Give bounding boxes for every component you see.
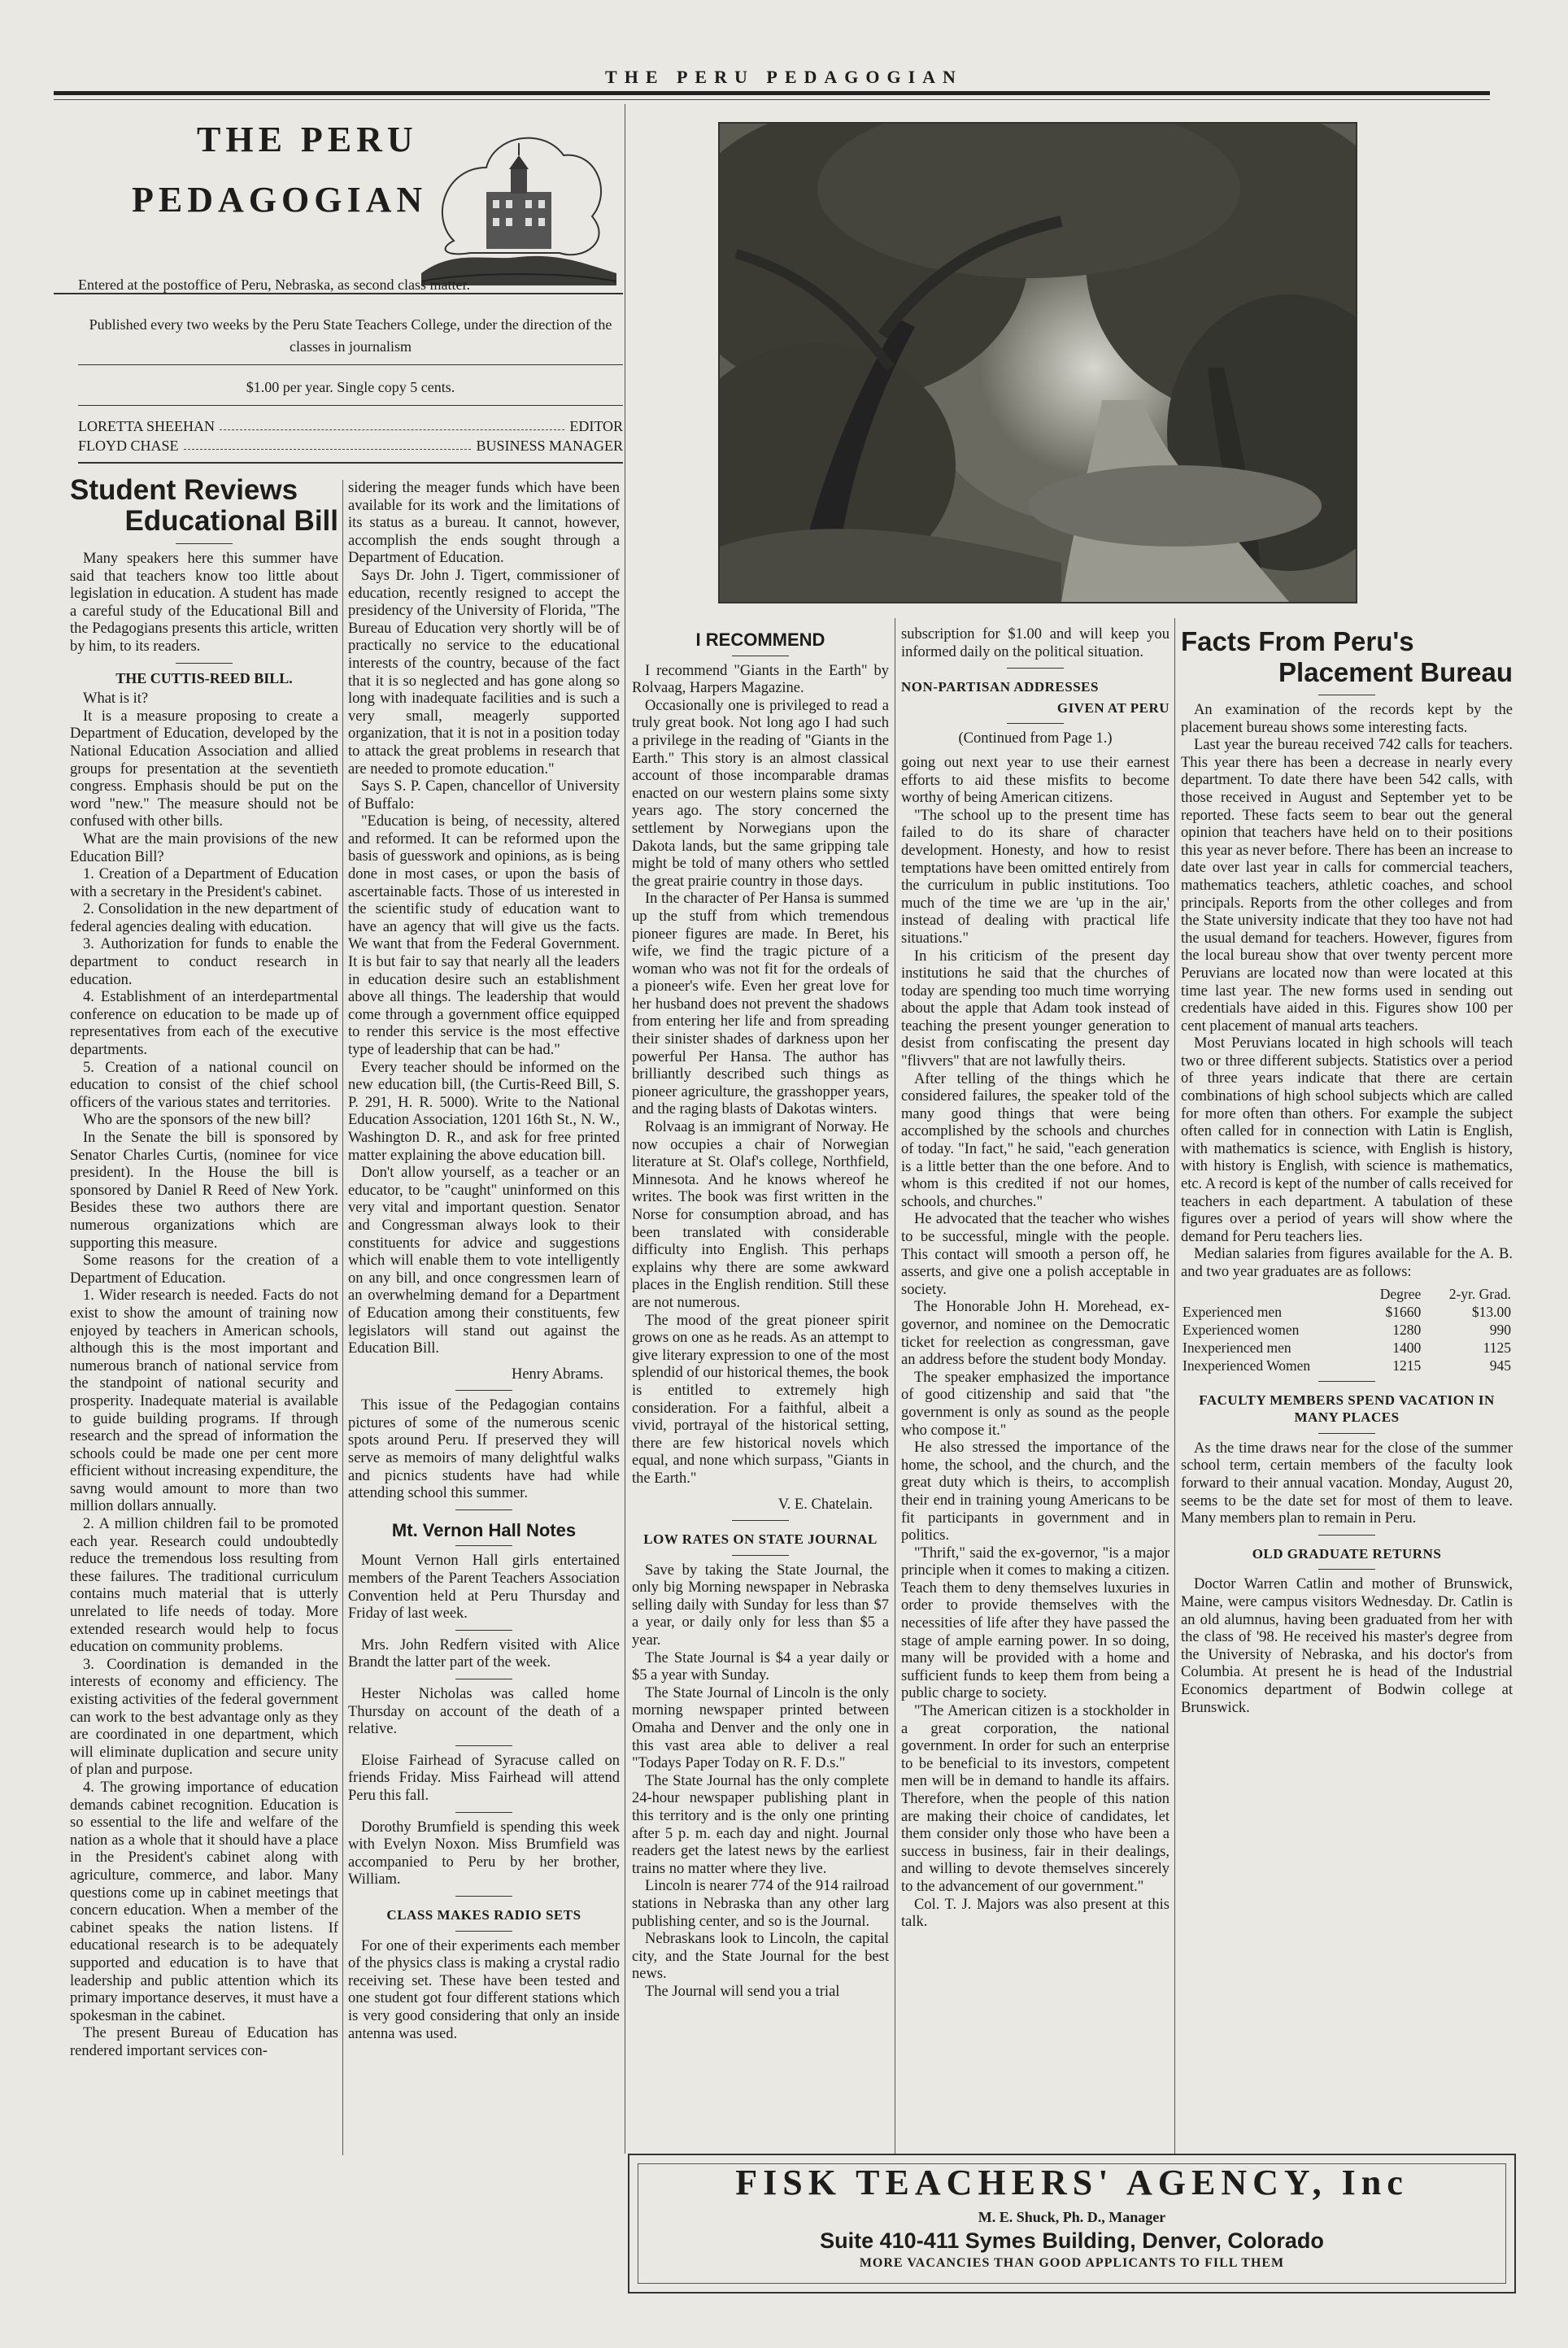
article-paragraph: Occasionally one is privileged to read a truly great book. Not long ago I had such a privilege in the reading of "Giants in the Earth." This story is an almost classical account of those incomparable dramas enacted on our western plains some sixty years ago. The story concerned the settlement by Norwegians upon the Dakota lands, but the same gripping tale might be told of many others who settled the great prairie country in those days.	[632, 697, 889, 890]
ad-title: FISK TEACHERS' AGENCY, Inc	[735, 2163, 1409, 2202]
article-paragraph: Every teacher should be informed on the new education bill, (the Curtis-Reed Bill, S. P. 291, H. R. 5000). Write to the National Education Association, 1201 16th St., N. W., Washington D. R., and ask for free printed matter explaining the above education bill.	[348, 1059, 620, 1164]
table-cell	[1181, 1285, 1361, 1303]
article-paragraph: In the Senate the bill is sponsored by Senator Charles Curtis, (nominee for vice president). In the House the bill is sponsored by Daniel R Reed of New York. Besides these two authors there are numerous organizations which are supporting this measure.	[70, 1130, 338, 1252]
subhead-old-graduate: OLD GRADUATE RETURNS	[1252, 1545, 1442, 1562]
table-cell: 1125	[1483, 1339, 1511, 1356]
table-header-grad: 2-yr. Grad.	[1448, 1285, 1511, 1302]
divider	[1318, 1569, 1375, 1570]
article-paragraph: For one of their experiments each member of the physics class is making a crystal radio receiving set. These have been tested and one student got four different stations which is very good considering that only an inside antenna was used.	[348, 1937, 620, 2042]
table-row	[1181, 1321, 1513, 1339]
signature: Henry Abrams.	[511, 1366, 603, 1383]
divider	[1318, 1535, 1375, 1536]
masthead-title-line2: PEDAGOGIAN	[132, 180, 428, 220]
divider	[455, 1931, 512, 1932]
article-paragraph: As the time draws near for the close of the summer school term, certain members of the faculty look forward to their annual vacation. Monday, August 20, seems to be the date set for most of them to leave. Many members plan to remain in Peru.	[1181, 1440, 1513, 1527]
ad-manager: M. E. Shuck, Ph. D., Manager	[978, 2209, 1166, 2225]
article-paragraph: 2. A million children fail to be promoted each year. Research could undoubtedly reduce the tremendous loss resulting from these failures. The traditional curriculum contains much material that is utterly unrelated to life needs of today. More extended research would help to focus education on community problems.	[70, 1516, 338, 1656]
tree-lined-road-image	[720, 124, 1356, 602]
divider	[732, 1520, 789, 1521]
article-paragraph: He also stressed the importance of the home, the school, and the church, and the great duty which is theirs, to accomplish their end in training young Americans to be fit participants in government and in politics.	[901, 1440, 1169, 1544]
table-cell: $13.00	[1471, 1303, 1511, 1320]
masthead-rule	[78, 462, 623, 464]
article-paragraph: I recommend "Giants in the Earth" by Rolvaag, Harpers Magazine.	[632, 662, 889, 697]
column-1	[70, 475, 338, 2060]
article-paragraph: Who are the sponsors of the new bill?	[83, 1112, 311, 1129]
divider	[455, 1509, 512, 1510]
divider	[1007, 668, 1064, 669]
headline-facts-from-peru: Facts From Peru's	[1181, 626, 1414, 656]
article-paragraph: Last year the bureau received 742 calls for teachers. This year there has been a decrease in nearly every department. To date there have been 542 calls, with those received in August and September yet to be reported. These facts seem to bear out the general opinion that teachers have held on to their positions this year as never before. There has been an increase to date over last year in calls for commercial teachers, mathematics teachers, athletic coaches, and school principals. Reports from the other colleges and from the State university indicate that they too have not had the usual demand for teachers. However, figures from the local bureau show that over twenty percent more Peruvians are located now than were located at this time last year. The new forms used in sending out credentials have aided in this. Figures show 100 per cent placement of manual arts teachers.	[1181, 737, 1514, 1035]
article-paragraph: sidering the meager funds which have been available for its work and the limitations of its status as a bureau. It cannot, however, accomplish the ends sought through a Department of Education.	[348, 480, 620, 567]
head-rule-thin	[54, 99, 1490, 100]
article-paragraph: Col. T. J. Majors was also present at this talk.	[901, 1896, 1169, 1931]
article-paragraph: The present Bureau of Education has rendered important services con-	[70, 2025, 338, 2059]
table-cell: Inexperienced men	[1183, 1339, 1291, 1356]
divider	[455, 1896, 512, 1897]
column-rule	[342, 480, 343, 2155]
masthead-price: $1.00 per year. Single copy 5 cents.	[246, 379, 455, 395]
subhead-state-journal: LOW RATES ON STATE JOURNAL	[643, 1531, 878, 1548]
article-paragraph: Some reasons for the creation of a Department of Education.	[70, 1252, 338, 1287]
article-paragraph: It is a measure proposing to create a Department of Education, developed by the National Education Association and allied groups for presentation at the seventieth congress. Emphasis should be put on the word "new." The measure should not be confused with other bills.	[70, 708, 338, 830]
article-paragraph: In his criticism of the present day institutions he said that the churches of today are spending too much time worrying about the apple that Adam took instead of teaching the present younger generation to desist from confiscating the present day "flivvers" that are not lawfully theirs.	[901, 947, 1169, 1070]
article-paragraph: Save by taking the State Journal, the only big Morning newspaper in Nebraska selling daily with Sunday for less than $7 a year, or daily only for less than $5 a year.	[632, 1562, 889, 1649]
table-cell: Experienced men	[1183, 1303, 1282, 1320]
article-paragraph: Nebraskans look to Lincoln, the capital city, and the State Journal for the best news.	[632, 1931, 889, 1983]
article-paragraph: Dorothy Brumfield is spending this week with Evelyn Noxon. Miss Brumfield was accompanied to Peru by her brother, William.	[348, 1819, 620, 1888]
article-paragraph: going out next year to use their earnest efforts to aid these misfits to become worthy of being American citizens.	[901, 754, 1169, 807]
ad-address: Suite 410-411 Symes Building, Denver, Colorado	[820, 2228, 1324, 2253]
column-2	[348, 480, 620, 2043]
staff-role: EDITOR	[569, 418, 623, 434]
headline-i-recommend: I RECOMMEND	[695, 629, 825, 650]
table-row	[1181, 1285, 1513, 1303]
article-paragraph: In the character of Per Hansa is summed up the stuff from which tremendous pioneer figures are made. In Beret, his wife, we find the tragic picture of a woman who was not fit for the ordeals of a pioneer's wife. Even her great love for her husband does not prevent the shadows from entering her life and from spreading their sinister shades of darkness upon her powerful Per Hansa. The author has brilliantly described such things as pioneer agriculture, the grasshopper years, and the raging blasts of Dakotas winters.	[632, 891, 889, 1118]
article-paragraph: Most Peruvians located in high schools will teach two or three different subjects. Statistics over a period of three years indicate that there are certain combinations of high school subjects which are called for more often than others. For example the subject often called for in connection with Latin is English, with mathematics is science, with English is history, with history is English, with science is mathematics, etc. A record is kept of the number of calls received for teachers in each department. A tabulation of these figures over a period of years will show where the demand for Peru teachers lies.	[1181, 1035, 1513, 1245]
article-paragraph: 1. Creation of a Department of Education with a secretary in the President's cabinet.	[70, 866, 338, 900]
article-paragraph: Don't allow yourself, as a teacher or an educator, to be "caught" uninformed on this very vital and important question. Senator and Congressman always look to their constituents for advice and suggestions which will enable them to vote intelligently on any bill, and once congressmen learn of an overwhelming demand for a Department of Education among their constituents, few legislators will stand out against the Education Bill.	[348, 1165, 620, 1357]
article-paragraph: Rolvaag is an immigrant of Norway. He now occupies a chair of Norwegian literature at St. Olaf's college, Northfield, Minnesota. And he knows whereof he writes. The book was first written in the Norse for consumption abroad, and has been translated with considerable difficulty into English. This perhaps explains why there are some awkward places in the English rendition. Still these are not numerous.	[632, 1119, 889, 1311]
staff-name: LORETTA SHEEHAN	[78, 418, 216, 434]
article-paragraph: "Education is being, of necessity, altered and reformed. It can be reformed upon the basis of guesswork and opinions, as is being done in most cases, or upon the basis of ascertainable facts. Those of us interested in the scientific study of education want to have an agency that will give us the facts. We want that from the Federal Government. It is but fair to say that nearly all the leaders in education desire such an establishment above all things. The leadership that would come through a government office equipped to render this service is the most effective type of leadership that can be had."	[348, 813, 620, 1058]
masthead-published: Published every two weeks by the Peru State Teachers College, under the direction of the classes in journalism	[89, 316, 612, 355]
table-cell: 1400	[1392, 1339, 1422, 1356]
article-paragraph: This issue of the Pedagogian contains pictures of some of the numerous scenic spots around Peru. If preserved they will serve as memoirs of many delightful walks and picnics students have had while attending school this summer.	[348, 1397, 620, 1502]
table-row	[1181, 1357, 1513, 1374]
article-paragraph: 4. The growing importance of education demands cabinet recognition. Education is so essential to the life and welfare of the nation as a whole that it should have a place in the President's cabinet along with agriculture, commerce, and labor. Many questions come up in cabinet meetings that concern education. When a member of the cabinet speaks the nation listens. If educational research is to be adequately supported and education is to have that leadership and public attention which its primary importance deserves, it must have a spokesman in the cabinet.	[70, 1779, 338, 2024]
table-cell: Experienced women	[1183, 1321, 1300, 1338]
ad-tagline: MORE VACANCIES THAN GOOD APPLICANTS TO FILL THEM	[859, 2256, 1285, 2270]
divider	[1007, 723, 1064, 724]
table-cell: $1660	[1385, 1303, 1422, 1320]
subhead-nonpartisan: NON-PARTISAN ADDRESSES	[901, 679, 1099, 695]
table-cell: 1280	[1392, 1321, 1422, 1338]
staff-line-manager	[78, 438, 623, 455]
article-paragraph: 4. Establishment of an interdepartmental conference on education to be made up of representatives from each of the executive departments.	[70, 989, 338, 1059]
masthead-rule	[78, 364, 623, 365]
article-paragraph: The Journal will send you a trial	[645, 1983, 840, 2000]
divider	[455, 1812, 512, 1813]
headline-student-reviews: Student Reviews	[70, 474, 298, 506]
article-paragraph: The mood of the great pioneer spirit grows on one as he reads. As an attempt to give literary expression to one of the most splendid of our historical themes, the book is entitled to extremely high consideration. For a faithful, albeit a vivid, portrayal of the historical setting, there are few historical novels which equal, and none which surpass, "Giants in the Earth."	[632, 1312, 889, 1487]
article-paragraph: "The American citizen is a stockholder in a great corporation, the national government. In order for such an enterprise to be beneficial to its investors, competent men will be in demand to handle its affairs. Therefore, when the people of this nation are making their choice of candidates, let them consider only those who have been a success in business, fair in their dealings, and willing to devote themselves sincerely to the advancement of our government."	[901, 1703, 1169, 1895]
article-paragraph: 2. Consolidation in the new department of federal agencies dealing with education.	[70, 901, 338, 935]
table-row	[1181, 1303, 1513, 1321]
salary-table	[1181, 1285, 1513, 1374]
table-cell: 990	[1489, 1321, 1511, 1338]
article-paragraph: Mrs. John Redfern visited with Alice Brandt the latter part of the week.	[348, 1636, 620, 1671]
subhead-cuttis-reed: THE CUTTIS-REED BILL.	[115, 669, 293, 686]
article-paragraph: What are the main provisions of the new Education Bill?	[70, 830, 338, 865]
leader-dots	[220, 418, 564, 430]
article-paragraph: Many speakers here this summer have said that teachers know too little about legislation in education. A student has made a careful study of the Educational Bill and the Pedagogians presents this article, written by him, to its readers.	[70, 551, 338, 655]
table-cell: 945	[1489, 1357, 1511, 1374]
headline-educational-bill: Educational Bill	[124, 505, 338, 537]
divider	[455, 1545, 512, 1546]
article-paragraph: "Thrift," said the ex-governor, "is a major principle when it comes to making a citizen. Teach them to deny themselves luxuries in order to provide themselves with the necessities of life after they have passed the stage of ample earning power. In so doing, many will be provided with a home and sufficient funds to keep them from being a public charge to society.	[901, 1544, 1169, 1702]
article-paragraph: The State Journal is $4 a year daily or $5 a year with Sunday.	[632, 1649, 889, 1684]
subhead-given-at-peru: GIVEN AT PERU	[1056, 699, 1169, 716]
divider	[732, 1555, 789, 1556]
article-paragraph: 3. Coordination is demanded in the interests of economy and efficiency. The existing activities of the federal government can work to the best advantage only as they are coordinated in one department, which will eliminate duplication and secure unity of plan and purpose.	[70, 1656, 338, 1779]
column-5	[1181, 626, 1513, 1717]
masthead-entered: Entered at the postoffice of Peru, Nebraska, as second class matter.	[78, 277, 471, 293]
continued-note: (Continued from Page 1.)	[958, 730, 1113, 747]
column-3	[632, 626, 889, 2002]
headline-vernon-hall: Mt. Vernon Hall Notes	[391, 1519, 577, 1540]
divider	[455, 1745, 512, 1746]
fisk-agency-ad	[628, 2154, 1516, 2294]
leader-dots	[184, 438, 472, 450]
article-paragraph: The State Journal has the only complete 24-hour newspaper publishing plant in this territory and is the only one printing after 5 p. m. each day and night. Journal readers get the latest news by the earliest trains no matter where they live.	[632, 1772, 889, 1877]
divider	[455, 1630, 512, 1631]
article-paragraph: Says Dr. John J. Tigert, commissioner of education, recently resigned to accept the presidency of the University of Florida, "The Bureau of Education very shortly will be of practically no service to the educational interests of the country, because of the fact that it is so neglected and has gone along so long with inadequate facilities and is such a very small, meagerly supported organization, that it is not in a position today to attack the great problems in research that are needed to promote education."	[348, 567, 620, 778]
article-paragraph: Says S. P. Capen, chancellor of University of Buffalo:	[348, 778, 620, 812]
staff-role: BUSINESS MANAGER	[476, 438, 623, 454]
column-4	[901, 626, 1169, 1932]
article-paragraph: Mount Vernon Hall girls entertained members of the Parent Teachers Association Convention held at Peru Thursday and Friday of last week.	[348, 1553, 620, 1623]
article-paragraph: subscription for $1.00 and will keep you informed daily on the political situation.	[901, 626, 1169, 660]
divider	[1318, 1381, 1375, 1382]
divider	[1318, 1433, 1375, 1434]
article-paragraph: 5. Creation of a national council on education to consist of the chief school officers of the various states and territories.	[70, 1059, 338, 1111]
article-paragraph: Hester Nicholas was called home Thursday on account of the death of a relative.	[348, 1686, 620, 1738]
article-paragraph: After telling of the things which he considered failures, the speaker told of the many good things that were being accomplished by the schools and churches of today. "In fact," he said, "each generation is a little better than the one before. And to whom is this credited if not our homes, schools, and churches."	[901, 1070, 1169, 1210]
article-paragraph: He advocated that the teacher who wishes to be successful, mingle with the people. This contact will smooth a person off, he asserts, and give one a polish acceptable in society.	[901, 1211, 1169, 1298]
article-paragraph: Eloise Fairhead of Syracuse called on friends Friday. Miss Fairhead will attend Peru this fall.	[348, 1752, 620, 1804]
table-row	[1181, 1339, 1513, 1357]
article-paragraph: The Honorable John H. Morehead, ex-governor, and nominee on the Democratic ticket for reelection as congressman, gave an address before the student body Monday.	[901, 1299, 1169, 1369]
subhead-radio-sets: CLASS MAKES RADIO SETS	[386, 1906, 581, 1923]
article-paragraph: 1. Wider research is needed. Facts do not exist to show the amount of training now enjoyed by teachers in American schools, although this is the most important and numerous branch of national service from the standpoint of national security and prosperity. Inadequate material is available to guide building programs. If through research and the spread of information the schools could be made one per cent more efficient without increasing expenditure, the savng would amount to more than two million dollars annually.	[70, 1287, 338, 1515]
article-paragraph: 3. Authorization for funds to enable the department to conduct research in education.	[70, 936, 338, 988]
article-paragraph: Median salaries from figures available for the A. B. and two year graduates are as follows:	[1181, 1246, 1513, 1280]
masthead-rule	[78, 405, 623, 406]
article-paragraph: The speaker emphasized the importance of good citizenship and said that "the government is only as sound as the people who compose it."	[901, 1369, 1169, 1439]
signature: V. E. Chatelain.	[777, 1496, 873, 1513]
divider	[176, 663, 233, 664]
college-building-icon	[421, 119, 616, 285]
column-rule	[1174, 618, 1175, 2155]
masthead-title-line1: THE PERU	[197, 120, 418, 159]
article-paragraph: An examination of the records kept by the placement bureau shows some interesting facts.	[1181, 702, 1513, 736]
subhead-faculty-vacation: FACULTY MEMBERS SPEND VACATION IN MANY PLACES	[1199, 1392, 1495, 1426]
head-rule	[54, 91, 1490, 95]
article-paragraph: What is it?	[83, 690, 149, 708]
staff-line-editor	[78, 418, 623, 435]
masthead	[54, 104, 623, 483]
staff-name: FLOYD CHASE	[78, 438, 179, 454]
divider	[176, 543, 233, 544]
article-paragraph: Doctor Warren Catlin and mother of Brunswick, Maine, were campus visitors Wednesday. Dr. Catlin is an old alumnus, having been graduated from her with the class of '98. He received his master's degree from the University of Nebraska, and his doctor's from Columbia. At present he is head of the Industrial Economics department of Bodwin college at Brunswick.	[1181, 1576, 1513, 1716]
headline-placement-bureau: Placement Bureau	[1278, 657, 1513, 687]
table-cell: 1215	[1392, 1357, 1422, 1374]
divider	[455, 1390, 512, 1391]
table-cell: Inexperienced Women	[1183, 1357, 1311, 1374]
article-paragraph: Lincoln is nearer 774 of the 914 railroad stations in Nebraska than any other larg publishing center, and so is the Journal.	[632, 1878, 889, 1930]
article-paragraph: The State Journal of Lincoln is the only morning newspaper printed between Omaha and Denver and the only one in this vast area able to deliver a real "Todays Paper Today on R. F. D.s."	[632, 1684, 889, 1772]
article-paragraph: "The school up to the present time has failed to do its share of character development. Honesty, and how to resist temptations have been omitted entirely from the curriculum in public institutions. Too much of the time we are 'up in the air,' instead of dealing with practical life situations."	[901, 807, 1169, 947]
scenic-photo	[718, 122, 1357, 603]
table-header-degree: Degree	[1379, 1285, 1422, 1302]
running-head: THE PERU PEDAGOGIAN	[605, 67, 963, 87]
